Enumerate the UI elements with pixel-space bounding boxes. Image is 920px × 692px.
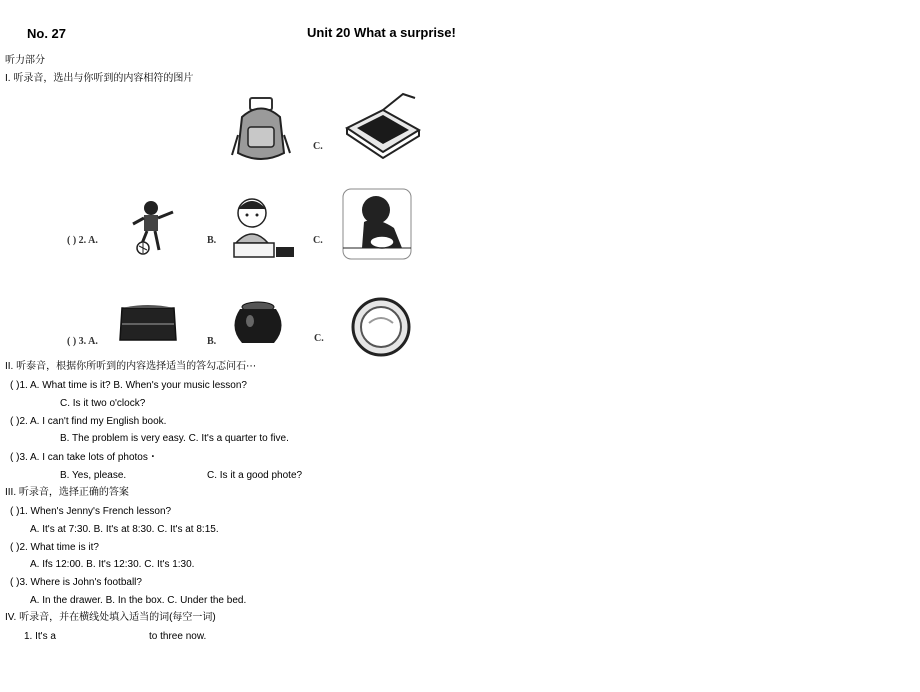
- row3-option-b: B.: [207, 336, 217, 347]
- s3-q3-options: A. In the drawer. B. In the box. C. Under the bed.: [30, 595, 247, 606]
- row1-option-c: C.: [313, 141, 323, 152]
- s3-q1-options: A. It's at 7:30. B. It's at 8:30. C. It's at 8:15.: [30, 524, 219, 535]
- s2-q3-option-c: C. Is it a good phote?: [207, 470, 303, 481]
- row2-option-b: B.: [207, 235, 217, 246]
- person-bowl-image: [342, 188, 412, 260]
- s2-q2-line1: ( )2. A. I can't find my English book.: [10, 416, 167, 427]
- s3-q2-options: A. Ifs 12:00. B. It's 12:30. C. It's 1:30.: [30, 559, 195, 570]
- section-4-heading: IV. 听录音，并在横线处填入适当的词(每空一词): [5, 612, 216, 623]
- football-player-image: [127, 198, 179, 258]
- s2-q3-line1: ( )3. A. I can take lots of photos・: [10, 452, 158, 463]
- section-1-heading: I. 听录音，选出与你听到的内容相符的图片: [5, 73, 194, 84]
- section-label-listening: 听力部分: [5, 55, 45, 66]
- jar-image: [228, 299, 288, 349]
- row2-prefix: ( ) 2. A.: [67, 235, 98, 246]
- scanner-image: [343, 92, 421, 160]
- s3-q2: ( )2. What time is it?: [10, 542, 99, 553]
- s4-q1-end: to three now.: [149, 631, 207, 642]
- s3-q3: ( )3. Where is John's football?: [10, 577, 142, 588]
- s3-q1: ( )1. When's Jenny's French lesson?: [10, 506, 172, 517]
- s4-q1-start: 1. It's a: [24, 631, 56, 642]
- boy-writing-image: [228, 195, 300, 261]
- page-title: Unit 20 What a surprise!: [307, 25, 456, 40]
- row3-option-c: C.: [314, 333, 324, 344]
- s2-q3-option-b: B. Yes, please.: [60, 470, 127, 481]
- backpack-image: [230, 95, 294, 167]
- page-number: No. 27: [27, 26, 67, 41]
- row2-option-c: C.: [313, 235, 323, 246]
- box-image: [116, 300, 180, 348]
- section-3-heading: III. 听录音，选择正确的答案: [5, 487, 129, 498]
- section-2-heading: II. 听泰音，根据你所听到的内容选择适当的答勾忑问石⋯: [5, 361, 257, 372]
- row3-prefix: ( ) 3. A.: [67, 336, 98, 347]
- s2-q2-line2: B. The problem is very easy. C. It's a quarter to five.: [60, 433, 289, 444]
- s2-q1-line1: ( )1. A. What time is it? B. When's your music lesson?: [10, 380, 247, 391]
- clock-image: [349, 297, 413, 359]
- s2-q1-line2: C. Is it two o'clock?: [60, 398, 146, 409]
